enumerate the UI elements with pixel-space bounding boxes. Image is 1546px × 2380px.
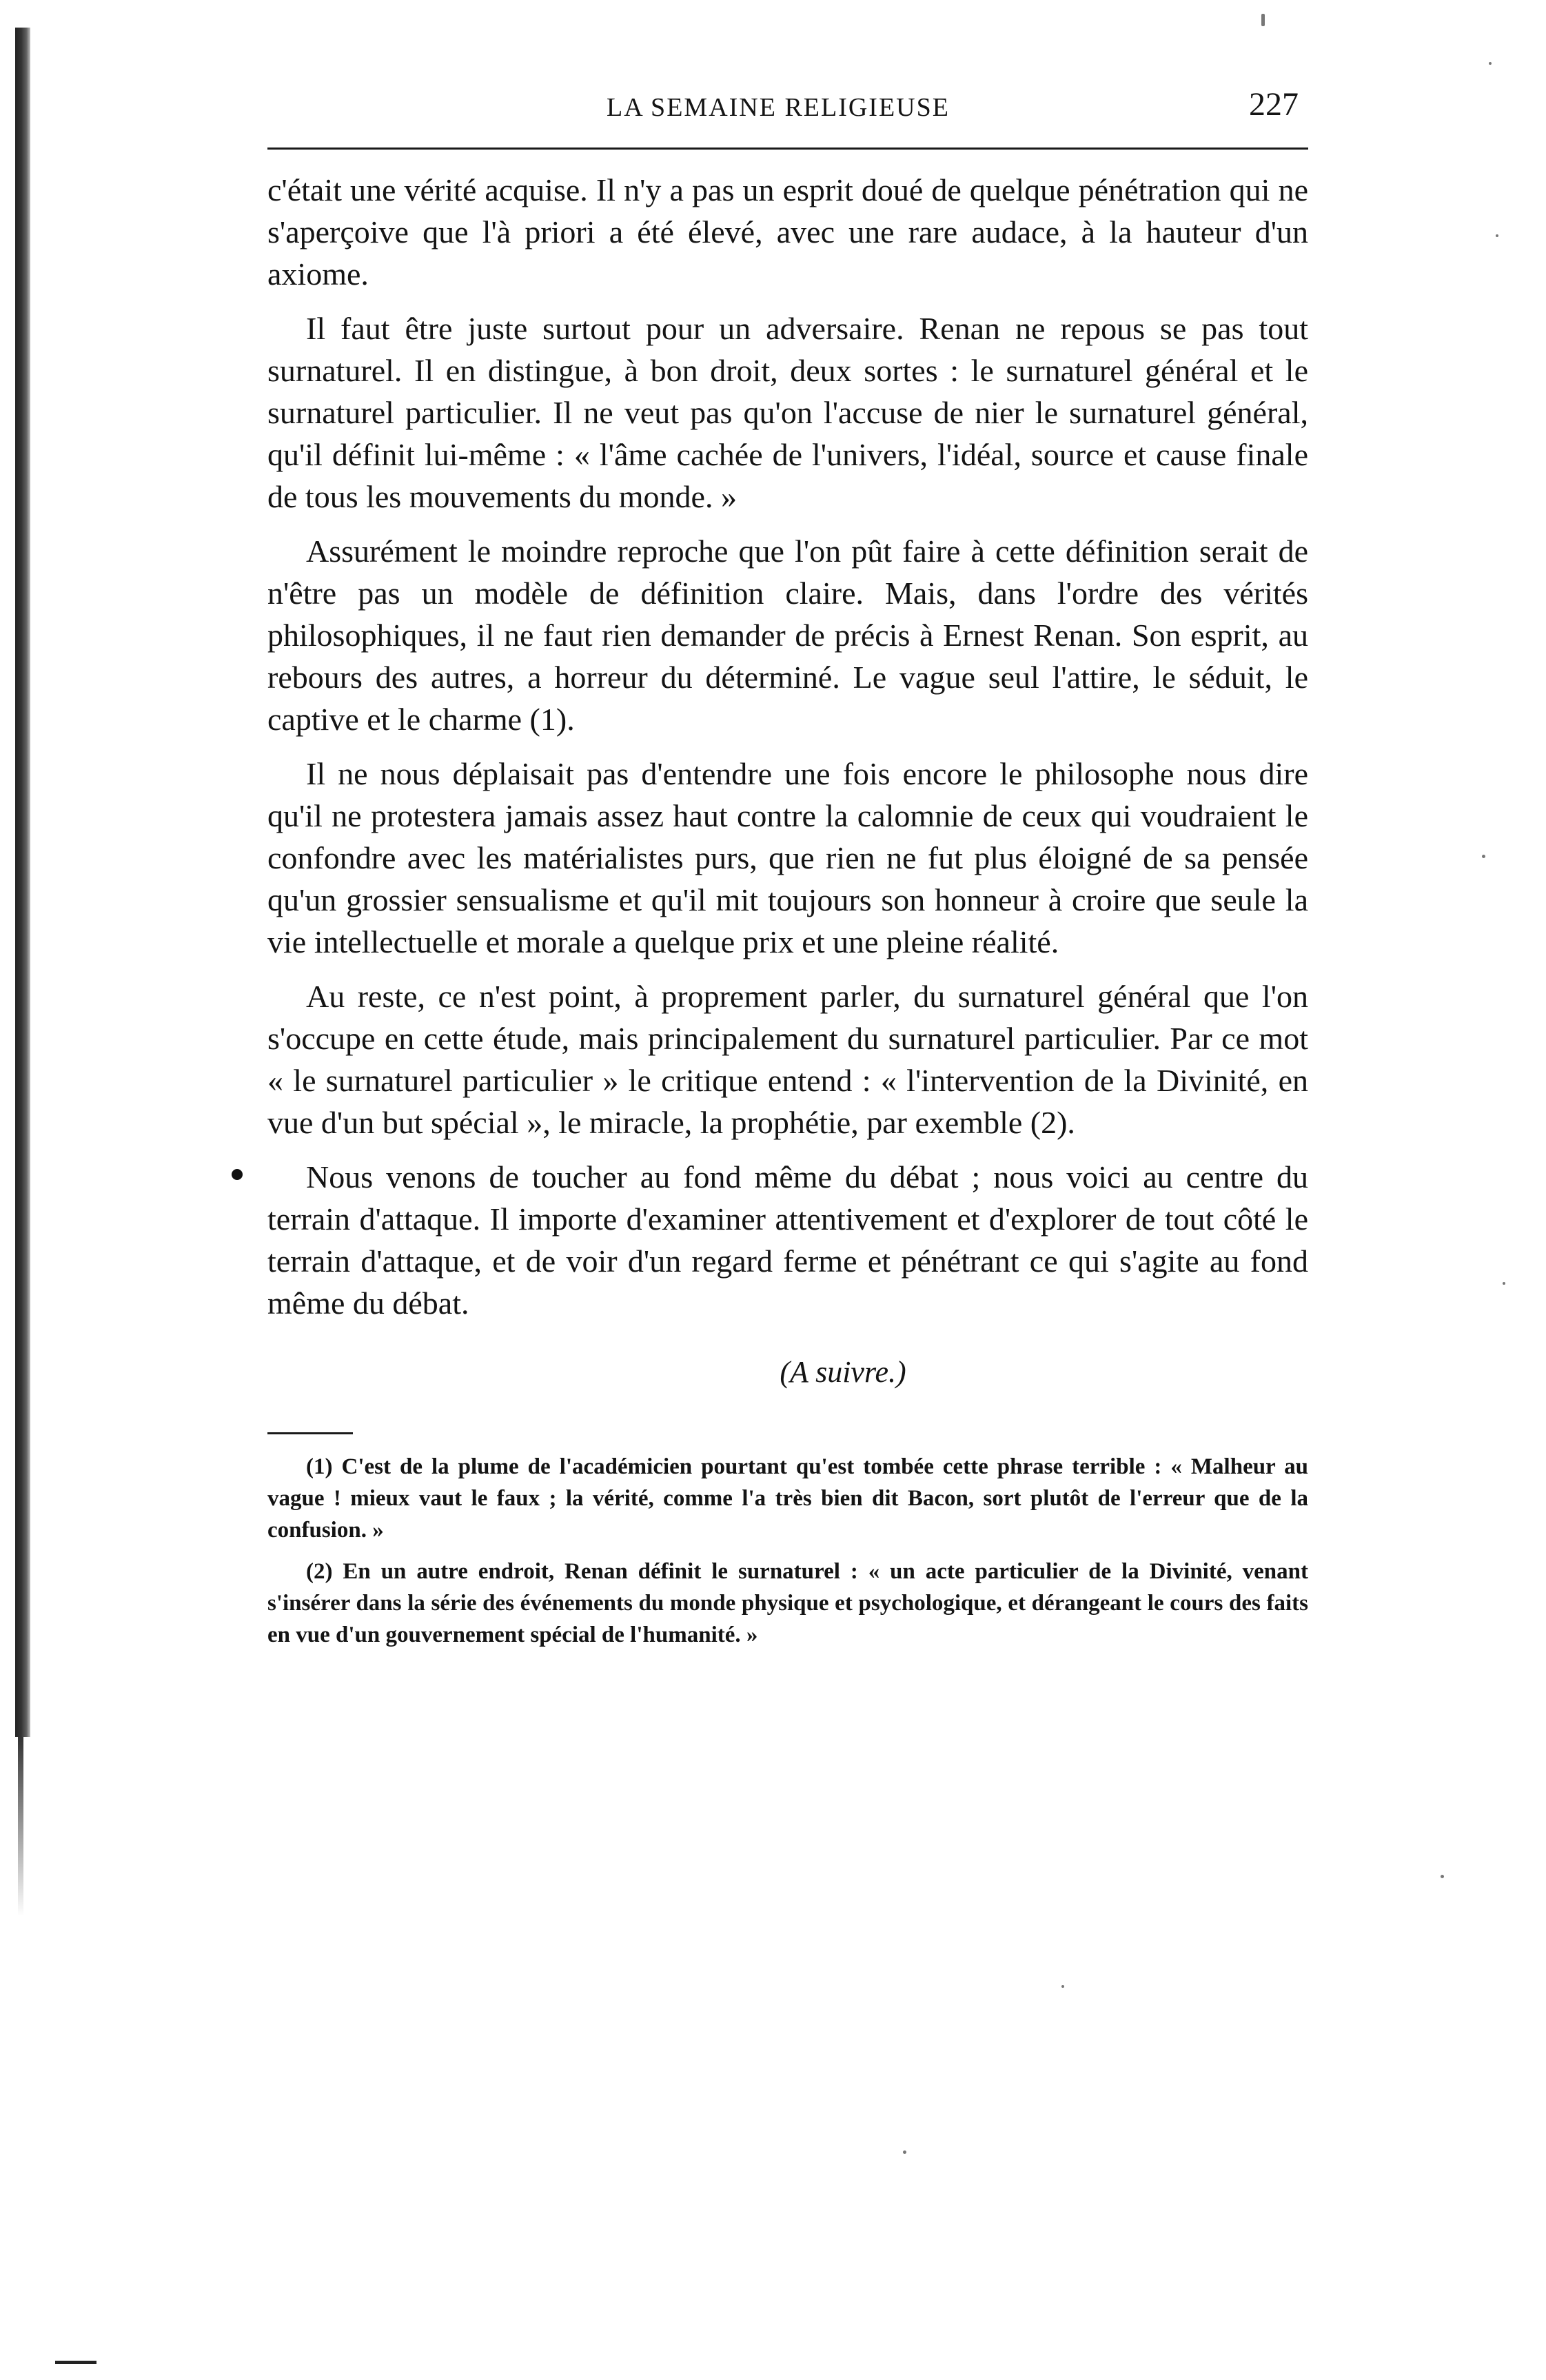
article-body	[267, 169, 1308, 1324]
paragraph: Assurément le moindre reproche que l'on pût faire à cette définition serait de n'être pas un modèle de définition claire. Mais, dans l'ordre des vérités philosophiques, il ne faut rien demander de précis à Ernest Renan. Son esprit, au rebours des autres, a horreur du déterminé. Le vague seul l'attire, le séduit, le captive et le charme (1).	[267, 533, 1308, 737]
scan-bottom-mark	[55, 2361, 96, 2364]
paragraph: Il faut être juste surtout pour un adversaire. Renan ne repous se pas tout surnaturel. Il en distingue, à bon droit, deux sortes : le surnaturel général et le surnaturel particulier. Il ne veut pas qu'on l'accuse de nier le surnaturel général, qu'il définit lui-même : « l'âme cachée de l'univers, l'idéal, source et cause finale de tous les mouvements du monde. »	[267, 311, 1308, 514]
paragraph: Nous venons de toucher au fond même du débat ; nous voici au centre du terrain d'attaque. Il importe d'examiner attentivement et d'explorer de tout côté le terrain d'attaque, et de voir d'un regard ferme et pénétrant ce qui s'agite au fond même du débat.	[267, 1159, 1308, 1321]
footnotes	[267, 1451, 1308, 1651]
page-number: 227	[1249, 86, 1299, 123]
scan-binding-shadow	[18, 1737, 23, 1916]
scan-speck	[1489, 62, 1492, 65]
scan-binding-edge	[15, 28, 30, 1737]
running-title: LA SEMAINE RELIGIEUSE	[607, 93, 950, 122]
running-header	[267, 83, 1308, 138]
footnote: (1) C'est de la plume de l'académicien pourtant qu'est tombée cette phrase terrible : « Malheur au vague ! mieux vaut le faux ; la vérité, comme l'a très bien dit Bacon, sort plutôt de l'erreur que de la confusion. »	[267, 1454, 1308, 1543]
book-page	[267, 83, 1308, 1660]
footnote-rule	[267, 1432, 353, 1434]
scan-speck	[1441, 1875, 1444, 1878]
scan-speck	[1261, 14, 1265, 26]
header-rule	[267, 148, 1308, 150]
scan-speck	[1496, 234, 1498, 237]
paragraph: Il ne nous déplaisait pas d'entendre une fois encore le philosophe nous dire qu'il ne protestera jamais assez haut contre la calomnie de ceux qui voudraient le confondre avec les matérialistes purs, que rien ne fut plus éloigné de sa pensée qu'un grossier sensualisme et qu'il mit toujours son honneur à croire que seule la vie intellectuelle et morale a quelque prix et une pleine réalité.	[267, 756, 1308, 959]
margin-dot-mark	[232, 1169, 243, 1180]
footnote: (2) En un autre endroit, Renan définit le surnaturel : « un acte particulier de la Divinité, venant s'insérer dans la série des événements du monde physique et psychologique, et dérangeant le cours des faits en vue d'un gouvernement spécial de l'humanité. »	[267, 1559, 1308, 1647]
paragraph: c'était une vérité acquise. Il n'y a pas un esprit doué de quelque pénétration qui ne s'aperçoive que l'à priori a été élevé, avec une rare audace, à la hauteur d'un axiome.	[267, 172, 1308, 292]
scan-speck	[1482, 855, 1485, 858]
to-be-continued: (A suivre.)	[780, 1355, 906, 1389]
scan-speck	[1061, 1985, 1064, 1988]
paragraph: Au reste, ce n'est point, à proprement parler, du surnaturel général que l'on s'occupe en cette étude, mais principalement du surnaturel particulier. Par ce mot « le surnaturel particulier » le critique entend : « l'intervention de la Divinité, en vue d'un but spécial », le miracle, la prophétie, par exemble (2).	[267, 979, 1308, 1140]
scan-speck	[903, 2150, 906, 2154]
scan-speck	[1503, 1282, 1505, 1285]
